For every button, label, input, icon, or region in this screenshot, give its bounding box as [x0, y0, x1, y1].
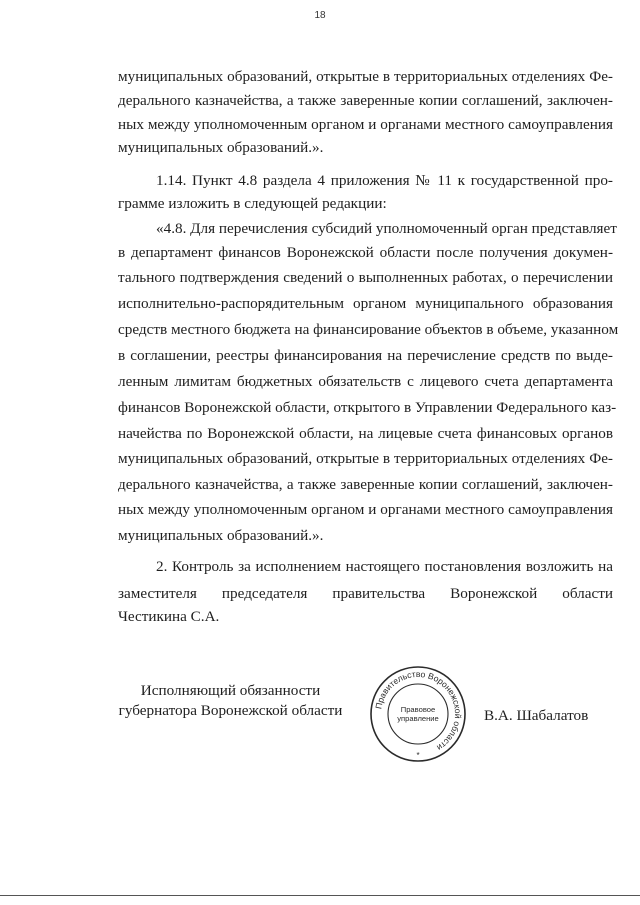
body-line: в соглашении, реестры финансирования на перечисление средств по выде- [118, 347, 613, 364]
body-line: ных между уполномоченным органом и органами местного самоуправления [118, 501, 613, 518]
body-line: исполнительно-распорядительным органом муниципального образования [118, 295, 613, 312]
body-line: в департамент финансов Воронежской области после получения докумен- [118, 244, 613, 261]
stamp-inner-line-2: управление [397, 714, 439, 723]
signatory-name: В.А. Шабалатов [484, 707, 589, 724]
body-line: «4.8. Для перечисления субсидий уполномоченный орган представляет [156, 220, 617, 237]
body-line: муниципальных образований.». [118, 527, 324, 544]
signatory-position [118, 681, 343, 721]
body-line: 1.14. Пункт 4.8 раздела 4 приложения № 11 к государственной про- [156, 172, 613, 189]
body-line: тального подтверждения сведений о выполненных работах, о перечислении [118, 269, 613, 286]
body-line: 2. Контроль за исполнением настоящего постановления возложить на [156, 558, 613, 575]
body-line: средств местного бюджета на финансирование объектов в объеме, указанном [118, 321, 619, 338]
body-line: дерального казначейства, а также заверенные копии соглашений, заключен- [118, 92, 613, 109]
signatory-position-line-1: Исполняющий обязанности [140, 682, 321, 699]
page-number: 18 [314, 10, 326, 21]
body-line: заместителя председателя правительства Воронежской области [118, 585, 613, 602]
body-line: муниципальных образований, открытые в территориальных отделениях Фе- [118, 68, 613, 85]
stamp-inner-line-1: Правовое [400, 705, 436, 714]
body-line: финансов Воронежской области, открытого в Управлении Федерального каз- [118, 399, 617, 416]
stamp-star-icon: * [416, 751, 420, 760]
body-line: муниципальных образований, открытые в территориальных отделениях Фе- [118, 450, 613, 467]
body-line: Честикина С.А. [118, 608, 220, 625]
body-line: начейства по Воронежской области, на лицевые счета финансовых органов [118, 425, 613, 442]
official-stamp [368, 664, 468, 764]
body-line: ленным лимитам бюджетных обязательств с лицевого счета департамента [118, 373, 613, 390]
body-line: муниципальных образований.». [118, 139, 324, 156]
body-line: дерального казначейства, а также заверенные копии соглашений, заключен- [118, 476, 613, 493]
body-line: ных между уполномоченным органом и органами местного самоуправления [118, 116, 613, 133]
signatory-position-line-2: губернатора Воронежской области [118, 702, 343, 719]
stamp-outer-text: Правительство Воронежской области [373, 668, 464, 753]
body-line: грамме изложить в следующей редакции: [118, 195, 387, 212]
bottom-rule [0, 895, 640, 896]
